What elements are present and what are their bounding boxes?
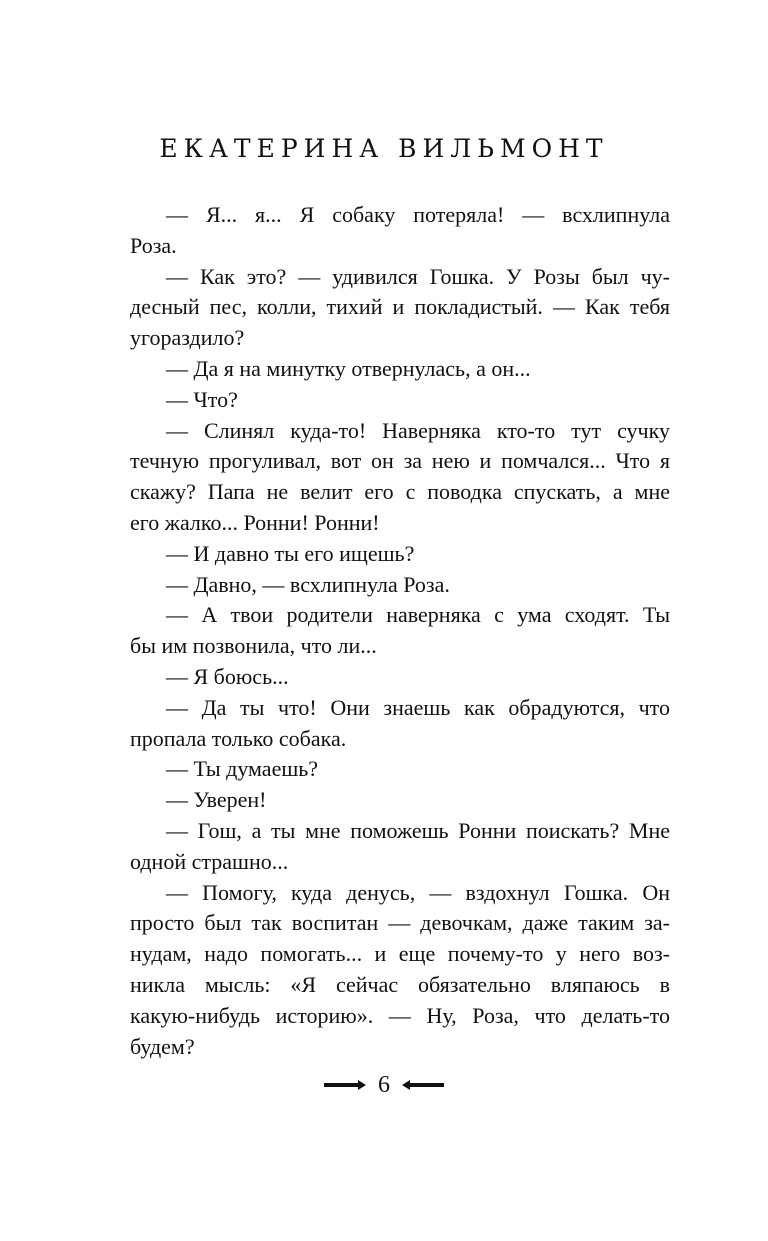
text-line: Роза.	[130, 232, 177, 258]
text-line: одной страшно...	[130, 848, 289, 874]
text-line: просто был так воспитан — девочкам, даже таким за-	[130, 910, 670, 936]
text-line: его жалко... Ронни! Ронни!	[130, 509, 380, 535]
text-line: — И давно ты его ищешь?	[166, 540, 415, 566]
body-text	[130, 200, 670, 1062]
text-line: бы им позвонила, что ли...	[130, 633, 377, 659]
text-line: пропала только собака.	[130, 725, 347, 751]
folio	[0, 1067, 768, 1103]
text-line: — Я... я... Я собаку потеряла! — всхлипнула	[166, 202, 670, 227]
text-line: — Уверен!	[166, 787, 267, 813]
running-head: ЕКАТЕРИНА ВИЛЬМОНТ	[159, 134, 609, 163]
text-line: — Слинял куда-то! Наверняка кто-то тут сучку	[166, 417, 670, 443]
page-number: 6	[378, 1071, 390, 1098]
text-line: — Да я на минутку отвернулась, а он...	[166, 355, 531, 381]
text-line: угораздило?	[130, 325, 245, 351]
text-line: десный пес, колли, тихий и покладистый. — Как тебя	[130, 294, 670, 320]
text-line: какую-нибудь историю». — Ну, Роза, что делать-то	[130, 1002, 670, 1028]
text-line: скажу? Папа не велит его с поводка спускать, а мне	[130, 479, 670, 505]
text-line: течную прогуливал, вот он за нею и помчался... Что я	[130, 448, 670, 474]
text-line: — Гош, а ты мне поможешь Ронни поискать? Мне	[166, 817, 670, 843]
text-line: нудам, надо помогать... и еще почему-то у него воз-	[130, 941, 670, 967]
text-line: — Что?	[166, 386, 238, 412]
text-line: — Давно, — всхлипнула Роза.	[166, 571, 450, 597]
folio-left-ornament	[324, 1083, 358, 1087]
text-line: — Как это? — удивился Гошка. У Розы был чу-	[166, 263, 670, 289]
text-line: будем?	[130, 1033, 195, 1059]
text-line: — Ты думаешь?	[166, 756, 319, 782]
folio-right-ornament	[410, 1083, 444, 1087]
text-line: — А твои родители наверняка с ума сходят. Ты	[166, 602, 670, 628]
text-line: — Я боюсь...	[166, 663, 289, 689]
text-line: — Да ты что! Они знаешь как обрадуются, что	[166, 694, 670, 720]
text-line: — Помогу, куда денусь, — вздохнул Гошка. Он	[166, 879, 670, 905]
text-line: никла мысль: «Я сейчас обязательно вляпаюсь в	[130, 971, 670, 997]
